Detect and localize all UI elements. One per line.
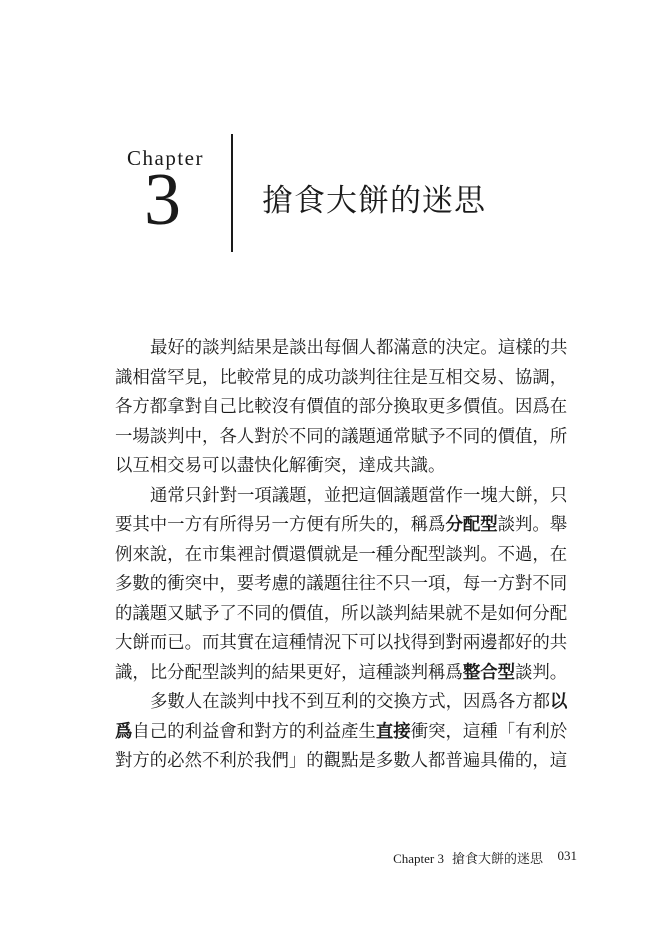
paragraph-line: 例來說，在市集裡討價還價就是一種分配型談判。不過，在 [115, 544, 568, 565]
bold-term: 直接 [375, 721, 411, 742]
paragraph-line: 對方的必然不利於我們」的觀點是多數人都普遍具備的，這 [115, 751, 568, 771]
page-footer [0, 848, 663, 868]
paragraph-line: 大餅而已。而其實在這種情況下可以找得到對兩邊都好的共 [115, 633, 568, 653]
bold-term: 爲 [115, 721, 133, 742]
paragraph-line: 多數的衝突中，要考慮的議題往往不只一項，每一方對不同 [115, 574, 568, 594]
paragraph-line: 最好的談判結果是談出每個人都滿意的決定。這樣的共 [150, 338, 568, 358]
bold-term: 以 [550, 692, 568, 712]
bold-term: 分配型 [445, 515, 498, 535]
paragraph-line: 要其中一方有所得另一方便有所失的，稱爲分配型談判。舉 [115, 515, 568, 535]
paragraph-line: 識，比分配型談判的結果更好，這種談判稱爲整合型談判。 [115, 662, 568, 683]
paragraph-line: 識相當罕見，比較常見的成功談判往往是互相交易、協調， [115, 367, 568, 388]
chapter-label: Chapter [127, 146, 204, 170]
paragraph-line: 以互相交易可以盡快化解衝突，達成共識。 [115, 456, 446, 476]
paragraph-line: 的議題又賦予了不同的價值，所以談判結果就不是如何分配 [115, 603, 568, 624]
page-number: 031 [557, 848, 577, 863]
bold-term: 整合型 [462, 662, 516, 683]
paragraph-line: 各方都拿對自己比較沒有價值的部分換取更多價值。因爲在 [115, 397, 568, 417]
paragraph-line: 通常只針對一項議題，並把這個議題當作一塊大餅，只 [150, 485, 568, 506]
paragraph-line: 一場談判中，各人對於不同的議題通常賦予不同的價值，所 [115, 426, 568, 447]
paragraph-line: 爲自己的利益會和對方的利益產生直接衝突，這種「有利於 [115, 721, 568, 742]
chapter-number: 3 [144, 159, 181, 241]
chapter-title: 搶食大餅的迷思 [262, 183, 486, 219]
chapter-divider [231, 134, 233, 252]
running-header: Chapter 3 搶食大餅的迷思 [393, 851, 543, 867]
paragraph-line: 多數人在談判中找不到互利的交換方式，因爲各方都以 [150, 692, 568, 712]
body-text [115, 334, 580, 777]
